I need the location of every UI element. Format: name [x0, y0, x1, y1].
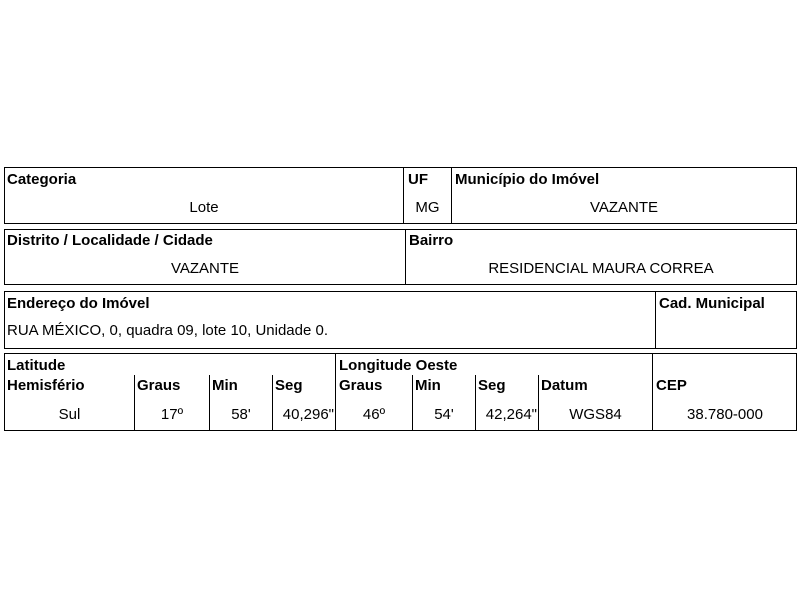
latitude-label: Latitude	[7, 357, 66, 374]
cep-label: CEP	[656, 377, 687, 394]
municipio-value: VAZANTE	[589, 199, 659, 216]
lon-graus-label: Graus	[339, 377, 383, 394]
lon-min-label: Min	[415, 377, 441, 394]
municipio-label: Município do Imóvel	[455, 171, 600, 188]
lat-min-label: Min	[212, 377, 238, 394]
lon-seg-label: Seg	[478, 377, 506, 394]
distrito-label: Distrito / Localidade / Cidade	[7, 232, 213, 249]
hemisferio-value: Sul	[58, 406, 81, 423]
bairro-label: Bairro	[409, 232, 454, 249]
lon-seg-value: 42,264"	[485, 406, 537, 423]
cep-value: 38.780-000	[687, 406, 763, 423]
hemisferio-label: Hemisfério	[7, 377, 85, 394]
endereco-value: RUA MÉXICO, 0, quadra 09, lote 10, Unidade 0.	[7, 322, 329, 339]
uf-value: MG	[415, 199, 440, 216]
uf-label: UF	[408, 171, 428, 188]
divider	[655, 291, 656, 349]
lat-seg-value: 40,296"	[282, 406, 334, 423]
lat-graus-value: 17º	[160, 406, 184, 423]
datum-value: WGS84	[569, 406, 622, 423]
endereco-label: Endereço do Imóvel	[7, 295, 150, 312]
cad-municipal-label: Cad. Municipal	[659, 295, 765, 312]
longitude-label: Longitude Oeste	[339, 357, 458, 374]
lat-graus-label: Graus	[137, 377, 181, 394]
lon-min-value: 54'	[434, 406, 454, 423]
categoria-value: Lote	[189, 199, 219, 216]
datum-label: Datum	[541, 377, 588, 394]
categoria-label: Categoria	[7, 171, 77, 188]
lon-graus-value: 46º	[362, 406, 386, 423]
distrito-value: VAZANTE	[170, 260, 240, 277]
bairro-value: RESIDENCIAL MAURA CORREA	[488, 260, 714, 277]
lat-seg-label: Seg	[275, 377, 303, 394]
lat-min-value: 58'	[231, 406, 251, 423]
